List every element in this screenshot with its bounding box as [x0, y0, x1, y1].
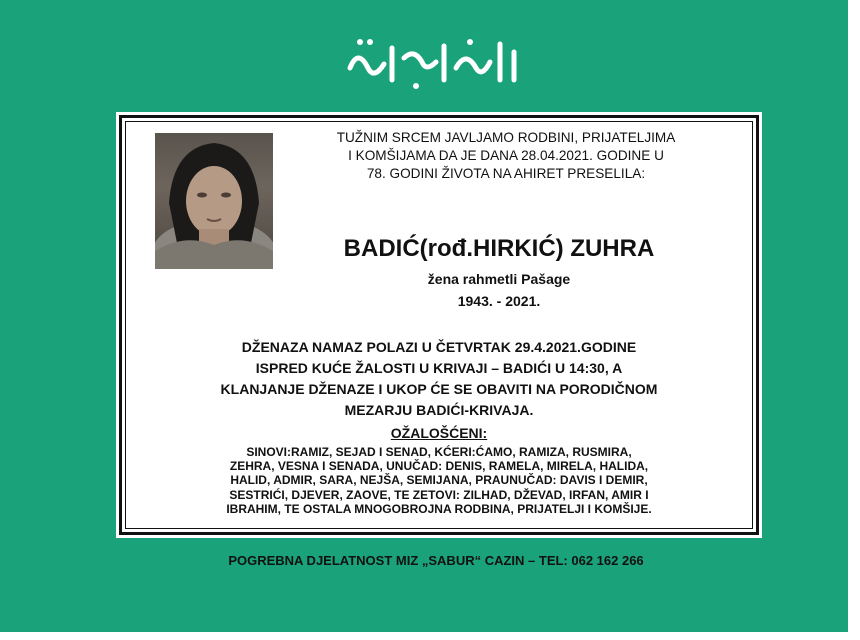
intro-line: I KOMŠIJAMA DA JE DANA 28.04.2021. GODINE U: [348, 148, 664, 163]
mourners-heading: OŽALOŠĆENI:: [390, 425, 488, 441]
funeral-line: DŽENAZA NAMAZ POLAZI U ČETVRTAK 29.4.2021.GODINE: [241, 339, 637, 355]
funeral-line: KLANJANJE DŽENAZE I UKOP ĆE SE OBAVITI NA PORODIČNOM: [220, 381, 658, 397]
funeral-line: MEZARJU BADIĆI-KRIVAJA.: [344, 402, 534, 418]
deceased-name: BADIĆ(rođ.HIRKIĆ) ZUHRA: [343, 235, 655, 262]
arabic-calligraphy-icon: [330, 28, 530, 98]
life-years: 1943. - 2021.: [457, 293, 541, 309]
intro-text: [279, 129, 733, 183]
funeral-line: ISPRED KUĆE ŽALOSTI U KRIVAJI – BADIĆI U 14:30, A: [255, 360, 623, 376]
mourners-line: SINOVI:RAMIZ, SEJAD I SENAD, KĆERI:ĆAMO, RAMIZA, RUSMIRA,: [246, 445, 632, 459]
funeral-details: [139, 337, 739, 421]
mourners-list: [143, 445, 735, 516]
mourners-line: HALID, ADMIR, SARA, NEJŠA, SEMIJANA, PRAUNUČAD: DAVIS I DEMIR,: [230, 473, 648, 488]
intro-line: TUŽNIM SRCEM JAVLJAMO RODBINI, PRIJATELJIMA: [336, 130, 676, 145]
mourners-line: ZEHRA, VESNA I SENADA, UNUČAD: DENIS, RAMELA, MIRELA, HALIDA,: [229, 459, 649, 474]
funeral-service-footer: POGREBNA DJELATNOST MIZ „SABUR“ CAZIN – TEL: 062 162 266: [228, 553, 644, 568]
mourners-line: IBRAHIM, TE OSTALA MNOGOBROJNA RODBINA, PRIJATELJI I KOMŠIJE.: [226, 501, 652, 516]
notice-panel: [116, 112, 762, 538]
intro-line: 78. GODINI ŽIVOTA NA AHIRET PRESELILA:: [366, 166, 646, 181]
deceased-subtitle: žena rahmetli Pašage: [427, 271, 571, 287]
portrait-photo-icon: [155, 133, 273, 269]
mourners-line: SESTRIĆI, DJEVER, ZAOVE, TE ZETOVI: ZILHAD, DŽEVAD, IRFAN, AMIR I: [229, 487, 649, 502]
